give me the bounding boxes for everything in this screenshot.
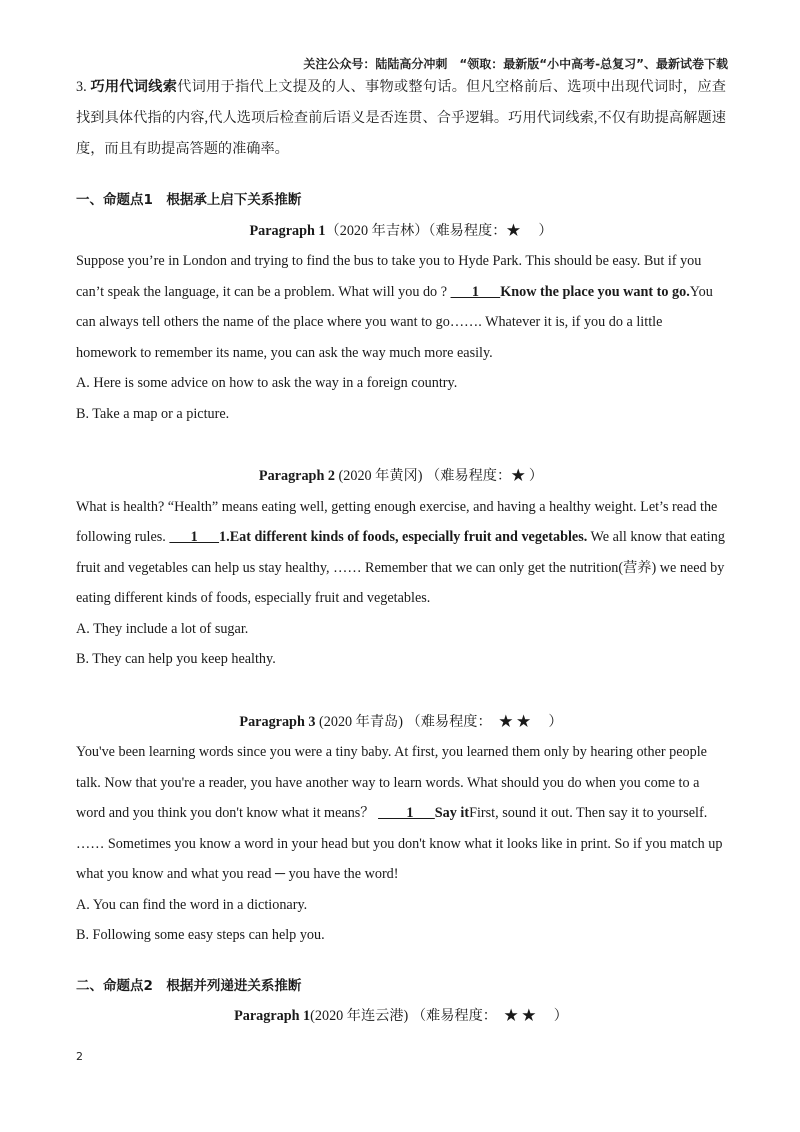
paragraph-label: Paragraph 1 (234, 1008, 311, 1024)
paragraph-meta: (2020 年黄冈) （难易程度：★ ） (334, 468, 544, 484)
paragraph-title-4 (76, 1001, 726, 1032)
passage-3: You've been learning words since you were a tiny baby. At first, you learned them only by hearing other people talk. Now that you're a reader, you have another way to learn words. What should you do when you come to a word and you think you don't know what it means？ 1 Say itFirst, sound it out. Then say it to yourself. …… Sometimes you know a word in your head but you don't know what it looks like in print. So if you match up what you know and what you read ─ you have the word! (76, 744, 723, 882)
paragraph-meta: (2020 年连云港) （难易程度： ★ ★ ） (310, 1008, 568, 1024)
paragraph-meta: (2020 年青岛) （难易程度： ★ ★ ） (315, 713, 563, 730)
intro-paragraph (76, 72, 726, 165)
paragraph-label: Paragraph 1 (249, 222, 326, 239)
paragraph-title-1 (76, 216, 726, 247)
passage-2: What is health? “Health” means eating well, getting enough exercise, and having a healthy weight. Let’s read the following rules. 1 1.Eat different kinds of foods, especially fruit and vegetables. We all know that eating fruit and vegetables can help us stay healthy, …… Remember that we can only get the nutrition(营养) we need by eating different kinds of foods, especially fruit and vegetables. (76, 498, 725, 606)
passage-1: Suppose you’re in London and trying to find the bus to take you to Hyde Park. This should be easy. But if you can’t speak the language, it can be a problem. What will you do ? 1 Know the place you want to go.You can always tell others the name of the place where you want to go……. Whatever it is, if you do a little homework to remember its name, you can ask the way much more easily. (76, 253, 713, 361)
filled-answer: 1.Eat different kinds of foods, especially fruit and vegetables. (219, 529, 588, 545)
option-b: B. They can help you keep healthy. (76, 651, 276, 667)
option-a: A. You can find the word in a dictionary. (76, 896, 308, 913)
option-a: A. Here is some advice on how to ask the way in a foreign country. (76, 375, 458, 391)
answer-blank: 1 (169, 529, 220, 545)
intro-bold-term: 巧用代词线索 (90, 79, 178, 95)
filled-answer: Know the place you want to go. (500, 283, 690, 300)
paragraph-meta: （2020 年吉林）（难易程度：★ ） (325, 222, 553, 239)
page-header: 关注公众号：陆陆高分冲刺 “领取：最新版“小中高考-总复习”、最新试卷下载 (303, 57, 728, 71)
option-b: B. Following some easy steps can help you. (76, 927, 325, 943)
option-a: A. They include a lot of sugar. (76, 620, 249, 637)
paragraph-title-2 (76, 461, 726, 492)
paragraph-title-3 (76, 707, 726, 738)
paragraph-label: Paragraph 3 (239, 713, 316, 730)
answer-blank: 1 (378, 805, 435, 821)
section-heading-1: 一、命题点1 根据承上启下关系推断 (76, 192, 302, 208)
intro-number: 3. (76, 79, 87, 95)
option-b: B. Take a map or a picture. (76, 405, 230, 422)
answer-blank: 1 (450, 283, 501, 300)
paragraph-label: Paragraph 2 (258, 468, 335, 484)
section-heading-2: 二、命题点2 根据并列递进关系推断 (76, 977, 302, 994)
filled-answer: Say it (434, 805, 470, 821)
intro-text: 代词用于指代上文提及的人、事物或整句话。但凡空格前后、选项中出现代词时，应查找到具体代指的内容,代人选项后检查前后语义是否连贯、合乎逻辑。巧用代词线索,不仅有助提高解题速度，而且有助提高答题的准确率。 (76, 79, 726, 157)
document-body (76, 72, 726, 1032)
page-number: 2 (76, 1050, 83, 1063)
